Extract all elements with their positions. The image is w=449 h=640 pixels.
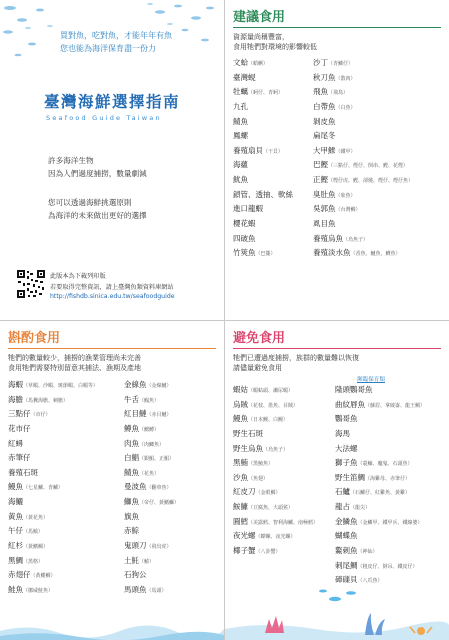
species-alias: （馬鮁） (23, 529, 44, 536)
species-item (233, 129, 293, 144)
species-alias: （干貝） (263, 148, 284, 155)
species-name: 圓鱈 (233, 516, 248, 526)
species-name: 大甲鰺 (313, 145, 336, 155)
species-alias: （蝦蛄頭、瀨尿蝦） (248, 388, 294, 394)
species-name: 秋刀魚 (313, 72, 336, 82)
species-item (335, 485, 425, 500)
species-alias: （青鱗仔） (328, 61, 354, 67)
download-note: 此版本為下載列印版 (50, 273, 106, 280)
species-item (124, 378, 179, 393)
species-alias: （帝仔、黃鰭鰤） (139, 500, 180, 507)
species-name: 海鱺 (8, 497, 23, 507)
species-name: 野生石斑 (233, 428, 263, 438)
species-name: 鰻魚 (8, 482, 23, 492)
species-name: 文蛤 (233, 58, 248, 67)
species-item (313, 158, 413, 173)
species-name: 夜光螺 (233, 531, 256, 541)
species-name: 鰲刺魚 (335, 546, 358, 556)
species-alias: （日本鰻、白鰻） (248, 417, 289, 424)
species-item (335, 529, 425, 544)
species-alias: （象魚） (335, 192, 356, 199)
species-alias: （金眼鯛） (255, 490, 281, 497)
species-item (8, 393, 98, 408)
species-name: 白鯧 (124, 453, 139, 463)
avoid-list-left (233, 383, 318, 559)
recommended-list-left (233, 56, 293, 261)
species-name: 進口龍蝦 (233, 204, 263, 214)
species-item (8, 451, 98, 466)
cover-panel (0, 0, 224, 320)
guide-subtitle: Seafood Guide Taiwan (46, 114, 162, 122)
species-alias: （美露鱈、智利海鱸、南極鱈） (248, 519, 319, 526)
species-alias: （鰓鱒） (139, 426, 160, 433)
species-item (124, 393, 179, 408)
seaweed-decoration (0, 609, 224, 640)
species-name: 紅目鰱 (124, 409, 147, 419)
species-item (233, 202, 293, 217)
species-item (335, 515, 425, 530)
species-item (233, 246, 293, 261)
species-name: 剝皮魚 (313, 116, 336, 126)
species-alias: （馬糞海膽、刺膽） (23, 397, 69, 404)
species-name: 三點仔 (8, 409, 31, 419)
species-name: 石鱸 (335, 487, 350, 497)
coral-reef-decoration (225, 583, 449, 640)
species-item (8, 466, 98, 481)
recommended-divider (233, 27, 441, 28)
guide-title: 臺灣海鮮選擇指南 (44, 93, 181, 111)
species-name: 花市仔 (8, 423, 31, 433)
species-item (233, 144, 293, 159)
species-name: 鯖魚 (124, 467, 139, 477)
species-name: 野生烏魚 (233, 443, 263, 453)
species-name: 四破魚 (233, 233, 256, 243)
species-name: 曼波魚 (124, 482, 147, 492)
caution-title: 斟酌食用 (8, 331, 61, 346)
species-item (335, 471, 425, 486)
species-name: 刺尾鯛 (335, 560, 358, 570)
species-alias: （草蝦、沙蝦、斑節蝦、白蝦等） (23, 383, 99, 389)
species-alias: （豆腐魚、大頭鯊） (248, 505, 294, 512)
species-alias: （鐵甲） (335, 148, 356, 155)
species-name: 沙魚 (233, 472, 248, 482)
species-name: 肉魚 (124, 438, 139, 448)
species-name: 隆頭鸚哥魚 (335, 385, 373, 394)
species-name: 臭肚魚 (313, 189, 336, 199)
species-name: 海膽 (8, 394, 23, 404)
avoid-panel (225, 321, 449, 640)
species-name: 獅子魚 (335, 458, 358, 468)
species-alias: （肉鯽魚） (139, 441, 165, 448)
species-name: 臺灣蜆 (233, 72, 256, 82)
species-alias: （八爪魚） (357, 578, 383, 585)
species-item (313, 56, 413, 71)
species-alias: （黃鰭鯛） (30, 573, 56, 580)
avoid-divider (233, 348, 441, 349)
qr-code-icon (17, 270, 45, 298)
avoid-title: 避免食用 (233, 331, 286, 346)
recommended-intro-1: 資源量尚稱豐富， (233, 33, 289, 41)
species-alias: （神仙） (357, 549, 378, 556)
species-item (124, 422, 179, 437)
species-name: 赤翅仔 (8, 570, 31, 580)
species-item (233, 529, 318, 544)
species-item (233, 412, 318, 427)
species-alias: （烏魚子） (343, 236, 369, 243)
species-name: 養殖淡水魚 (313, 248, 351, 258)
caution-panel (0, 321, 224, 640)
species-name: 養殖石斑 (8, 467, 38, 477)
slogan-line-2: 您也能為海洋保育盡一份力 (60, 44, 156, 53)
species-alias: （市仔） (30, 412, 51, 419)
species-alias: （蓑鮋、魔鬼、石頭魚） (357, 461, 413, 468)
species-name: 櫻花蝦 (233, 219, 256, 229)
species-item (313, 115, 413, 130)
species-item (233, 427, 318, 442)
species-alias: （散肉） (335, 75, 356, 82)
species-name: 赤筆仔 (8, 453, 31, 463)
species-item (313, 129, 413, 144)
species-name: 紅杉 (8, 541, 23, 551)
species-item (124, 510, 179, 525)
species-item (8, 583, 98, 598)
species-alias: （黑鮪魚） (248, 461, 274, 468)
avoid-intro-2: 請儘量避免食用 (233, 364, 282, 372)
species-name: 龍占 (335, 502, 350, 512)
species-alias: （翻車魚） (146, 485, 172, 492)
species-name: 牡蠣 (233, 87, 248, 97)
species-name: 正鰹 (313, 175, 328, 185)
species-item (124, 407, 179, 422)
species-name: 旗魚 (124, 511, 139, 521)
species-name: 養殖扇貝 (233, 145, 263, 155)
horizontal-fold-line (0, 320, 449, 321)
species-name: 黑鮪 (233, 458, 248, 468)
species-name: 海蝦 (8, 380, 23, 389)
species-item (233, 485, 318, 500)
species-item (335, 456, 425, 471)
species-alias: （蚵仔、青蚵） (248, 90, 284, 97)
species-item (233, 500, 318, 515)
species-item (233, 442, 318, 457)
species-alias: （白魚） (335, 104, 356, 111)
species-item (8, 568, 98, 583)
species-alias: （巴攏） (255, 251, 276, 258)
species-alias: （金鱗甲、鐵甲兵、鐵線婆） (357, 519, 423, 526)
recommended-title: 建議食用 (233, 10, 286, 25)
species-name: 鯖魚 (233, 116, 248, 126)
species-item (335, 398, 425, 413)
species-alias: （花枝、墨魚、目賊） (248, 402, 299, 409)
species-item (124, 568, 179, 583)
species-alias: （香魚、鰱魚、鱒魚） (350, 251, 401, 258)
species-name: 鮟鱇 (233, 502, 248, 512)
species-alias: （蠑螺、夜光螺） (255, 534, 296, 541)
species-item (124, 524, 179, 539)
species-item (124, 554, 179, 569)
species-item (313, 202, 413, 217)
species-alias: （海雞母、赤筆仔） (365, 475, 411, 482)
species-name: 馬頭魚 (124, 584, 147, 594)
species-item (313, 144, 413, 159)
endangered-caption: 瀕臨保育類 (357, 377, 385, 383)
species-alias: （赤目鰱） (146, 412, 172, 419)
species-item (233, 456, 318, 471)
species-item (124, 437, 179, 452)
species-item (233, 71, 293, 86)
species-item (233, 515, 318, 530)
intro-paragraph-1: 許多海洋生物 因為人們過度捕撈，數量劇減 (48, 156, 147, 178)
avoid-intro-1: 牠們已遭過度捕撈，族群的數量難以恢復 (233, 354, 359, 362)
species-item (233, 217, 293, 232)
species-name: 椰子蟹 (233, 546, 256, 556)
species-name: 金鱗魚 (335, 516, 358, 526)
species-item (313, 100, 413, 115)
intro-paragraph-2: 您可以透過海鮮挑選原則 為海洋的未來做出更好的選擇 (48, 198, 147, 220)
recommended-intro-2: 食用牠們對環境的影響較低 (233, 43, 317, 51)
species-name: 黑鯛 (8, 555, 23, 565)
species-item (233, 85, 293, 100)
species-item (313, 232, 413, 247)
species-item (8, 524, 98, 539)
species-alias: （飛烏虎） (146, 544, 172, 551)
species-name: 赤鯮 (124, 526, 139, 536)
species-item (8, 407, 98, 422)
caution-intro-2: 食用牠們需要特別留意其捕法、漁期及產地 (8, 364, 141, 372)
species-alias: （挪威鮭魚） (23, 587, 54, 594)
species-item (124, 480, 179, 495)
species-name: 鳳螺 (233, 131, 248, 141)
species-item (8, 437, 98, 452)
species-name: 飛魚 (313, 87, 328, 97)
recommended-panel (225, 0, 449, 320)
species-item (124, 583, 179, 598)
species-item (335, 383, 425, 398)
species-alias: （鰨魚） (139, 397, 160, 404)
species-name: 吳郭魚 (313, 204, 336, 214)
species-alias: （馬頭） (146, 587, 167, 594)
species-alias: （飛鳥） (328, 90, 349, 97)
species-name: 午仔 (8, 526, 23, 536)
caution-divider (8, 348, 216, 349)
species-alias: （台灣鯛） (335, 207, 361, 214)
species-name: 野生笛鯛 (335, 472, 365, 482)
species-alias: （銀鯧、正鯧） (139, 456, 175, 463)
species-item (124, 466, 179, 481)
species-item (335, 412, 425, 427)
species-name: 海馬 (335, 428, 350, 438)
species-item (8, 554, 98, 569)
species-alias: （煙仔虎、鰹、卻燒、煙仔、煙仔魚） (328, 178, 414, 185)
species-item (124, 539, 179, 554)
species-item (233, 398, 318, 413)
species-name: 巴鰹 (313, 160, 328, 170)
species-name: 蝦姑 (233, 385, 248, 394)
species-item (233, 115, 293, 130)
species-item (313, 173, 413, 188)
species-alias: （粗皮仔、倒吊、鐵皮仔） (357, 563, 418, 570)
species-alias: （石鱸仔、紅雞魚、黃雞） (350, 490, 411, 497)
species-alias: （龍尖） (350, 505, 371, 512)
species-alias: （黑格） (23, 558, 44, 565)
species-name: 竹筴魚 (233, 248, 256, 258)
species-name: 黃魚 (8, 511, 23, 521)
species-item (233, 100, 293, 115)
species-item (233, 232, 293, 247)
species-item (335, 427, 425, 442)
species-name: 鱒魚 (124, 423, 139, 433)
species-alias: （金線鰱） (146, 383, 172, 389)
species-item (8, 539, 98, 554)
species-name: 烏賊 (233, 399, 248, 409)
species-alias: （花魚） (139, 470, 160, 477)
species-item (313, 246, 413, 261)
species-name: 鸚哥魚 (335, 414, 358, 424)
species-item (313, 188, 413, 203)
species-item (8, 480, 98, 495)
species-name: 石狗公 (124, 570, 147, 580)
species-item (233, 544, 318, 559)
species-name: 鬼頭刀 (124, 541, 147, 551)
species-name: 白帶魚 (313, 101, 336, 111)
species-name: 土魠 (124, 555, 139, 565)
website-note: 若要取得完整資訊，請上臺灣魚類資料庫網站 (50, 284, 174, 291)
species-item (233, 158, 293, 173)
species-item (233, 471, 318, 486)
species-alias: （鰆） (139, 558, 155, 565)
species-alias: （黃花魚） (23, 514, 49, 521)
species-item (233, 56, 293, 71)
species-item (124, 495, 179, 510)
species-name: 金線魚 (124, 380, 147, 389)
species-item (313, 217, 413, 232)
species-item (335, 559, 425, 574)
species-name: 大法螺 (335, 443, 358, 453)
species-item (233, 173, 293, 188)
species-name: 扁尾冬 (313, 131, 336, 141)
species-alias: （三點仔、煙仔、倒串、鰹、花煙） (328, 163, 409, 170)
caution-list-left (8, 378, 98, 598)
species-alias: （魚翅） (248, 475, 269, 482)
species-name: 曲紋唇魚 (335, 399, 365, 409)
species-alias: （八卦蟹） (255, 549, 281, 556)
species-name: 魷魚 (233, 175, 248, 185)
species-alias: （蘇眉、拿破崙、龍王鯛） (365, 402, 426, 409)
species-name: 牛舌 (124, 394, 139, 404)
species-name: 海蘊 (233, 160, 248, 170)
species-alias: （七星鱸、青鱸） (23, 485, 64, 492)
species-item (8, 422, 98, 437)
website-link[interactable]: http://fishdb.sinica.edu.tw/seafoodguide (50, 293, 175, 300)
recommended-list-right (313, 56, 413, 261)
species-item (124, 451, 179, 466)
species-name: 蝴蝶魚 (335, 531, 358, 541)
species-name: 鰤魚 (124, 497, 139, 507)
species-name: 養殖烏魚 (313, 233, 343, 243)
slogan-line-1: 買對魚，吃對魚，才能年年有魚 (60, 31, 172, 40)
species-item (335, 544, 425, 559)
avoid-list-right (335, 383, 425, 588)
species-name: 九孔 (233, 101, 248, 111)
species-name: 沙丁 (313, 58, 328, 67)
species-item (8, 510, 98, 525)
species-item (335, 500, 425, 515)
species-item (335, 442, 425, 457)
species-name: 虱目魚 (313, 219, 336, 229)
species-alias: （蛤蜊） (248, 61, 269, 67)
species-name: 鰻魚 (233, 414, 248, 424)
species-name: 鮭魚 (8, 584, 23, 594)
species-item (8, 378, 98, 393)
species-item (313, 85, 413, 100)
caution-list-right (124, 378, 179, 598)
species-name: 紅皮刀 (233, 487, 256, 497)
caution-intro-1: 牠們的數量較少，捕撈的漁業管理尚未完善 (8, 354, 141, 362)
species-item (8, 495, 98, 510)
species-item (313, 71, 413, 86)
species-item (233, 188, 293, 203)
species-name: 鎖管、透抽、軟絲 (233, 189, 293, 199)
species-alias: （烏魚子） (263, 446, 289, 453)
species-alias: （黃鰭鯛） (23, 544, 49, 551)
species-name: 硨磲貝 (335, 575, 358, 585)
species-name: 紅蟳 (8, 438, 23, 448)
species-item (233, 383, 318, 398)
